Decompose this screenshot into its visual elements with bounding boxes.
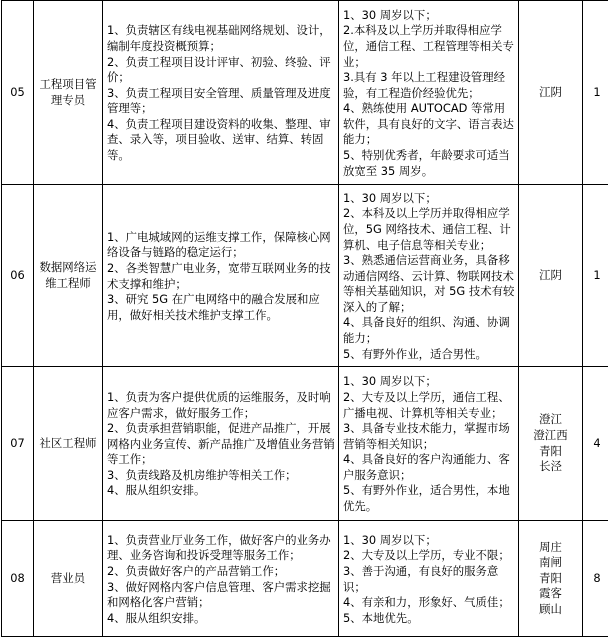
job-duties-cell (103, 185, 339, 367)
duty-line: 4、服从组织安排。 (107, 483, 206, 498)
duty-line: 3、负责工程项目安全管理、质量管理及进度管理等； (107, 85, 331, 116)
location-name: 澄江西 (533, 427, 568, 442)
requirement-line: 4、具备良好的组织、沟通、协调能力； (343, 315, 510, 346)
requirement-line: 1、30 周岁以下； (343, 190, 437, 205)
job-duties-cell (103, 521, 339, 637)
location-name: 江阴 (539, 267, 562, 282)
job-number: 07 (2, 367, 34, 521)
location-name: 长泾 (539, 459, 562, 474)
job-headcount: 8 (583, 521, 608, 637)
job-number: 05 (2, 1, 34, 185)
job-headcount: 4 (583, 367, 608, 521)
location-name: 江阴 (539, 84, 562, 99)
table-row (2, 521, 608, 637)
requirement-line: 1、30 周岁以下； (343, 374, 437, 389)
job-title: 营业员 (34, 521, 103, 637)
requirement-line: 3、善于沟通，有良好的服务意识； (343, 563, 499, 594)
table-row (2, 1, 608, 185)
requirement-line: 5、本地优先。 (343, 610, 419, 625)
requirement-line: 4、具备良好的客户沟通能力、客户服务意识； (343, 452, 510, 482)
job-title: 社区工程师 (34, 367, 103, 521)
duty-line: 3、负责线路及机房维护等相关工作； (107, 467, 297, 482)
duty-line: 3、研究 5G 在广电网络中的融合发展和应用，做好相关技术维护支撑工作。 (107, 292, 320, 322)
requirement-line: 4、有亲和力，形象好、气质佳； (343, 595, 510, 610)
job-location-cell (519, 1, 583, 185)
location-name: 青阳 (539, 443, 562, 458)
job-number: 08 (2, 521, 34, 637)
job-title: 工程项目管理专员 (34, 1, 103, 185)
job-number: 06 (2, 185, 34, 367)
location-name: 顾山 (539, 601, 562, 616)
job-location-cell (519, 185, 583, 367)
job-title: 数据网络运维工程师 (34, 185, 103, 367)
duty-line: 2、负责工程项目设计评审、初验、终验、评价； (107, 54, 331, 85)
recruitment-table (1, 0, 608, 637)
job-requirements-cell (339, 367, 519, 521)
job-headcount: 1 (583, 1, 608, 185)
duty-line: 1、广电城域网的运维支撑工作，保障核心网络设备与链路的稳定运行； (107, 229, 331, 260)
location-name: 南闸 (539, 555, 562, 570)
requirement-line: 2、大专及以上学历，通信工程、广播电视、计算机等相关专业； (343, 389, 510, 420)
job-location-cell (519, 521, 583, 637)
job-duties-cell (103, 367, 339, 521)
job-headcount: 1 (583, 185, 608, 367)
duty-line: 3、做好网格内客户信息管理、客户需求挖掘和网格化客户营销； (107, 579, 331, 610)
duty-line: 1、负责辖区有线电视基础网络规划、设计，编制年度投资概预算； (107, 23, 331, 53)
job-location-cell (519, 367, 583, 521)
requirement-line: 3、具备专业技术能力，掌握市场营销等相关知识； (343, 421, 510, 451)
duty-line: 2、各类智慧广电业务，宽带互联网业务的技术支撑和维护； (107, 260, 331, 291)
job-duties-cell (103, 1, 339, 185)
job-requirements-cell (339, 185, 519, 367)
duty-line: 4、负责工程项目建设资料的收集、整理、审查、录入等，项目验收、送审、结算、转固等。 (107, 116, 331, 163)
location-name: 青阳 (539, 570, 562, 585)
requirement-line: 2.本科及以上学历并取得相应学位，通信工程、工程管理等相关专业； (343, 23, 514, 69)
requirement-line: 2、大专及以上学历，专业不限； (343, 548, 510, 563)
requirement-line: 5、有野外作业，适合男性。 (343, 346, 487, 361)
requirement-line: 3.具有 3 年以上工程建设管理经验，有工程造价经验优先； (343, 70, 506, 100)
duty-line: 4、服从组织安排。 (107, 610, 206, 625)
duty-line: 2、负责做好客户的产品营销工作； (107, 563, 286, 578)
requirement-line: 5、有野外作业，适合男性，本地优先。 (343, 483, 510, 514)
requirement-line: 2、本科及以上学历并取得相应学位，5G 网络技术、通信工程、计算机、电子信息等相关专业； (343, 206, 511, 252)
requirement-line: 1、30 周岁以下； (343, 7, 437, 22)
table-row (2, 367, 608, 521)
requirement-line: 3、熟悉通信运营商业务，具备移动通信网络、云计算、物联网技术等相关基础知识，对 5G 技术有较深入的了解； (343, 253, 515, 314)
table-row (2, 185, 608, 367)
duty-line: 1、负责营业厅业务工作，做好客户的业务办理、业务咨询和投诉受理等服务工作； (107, 532, 331, 563)
requirement-line: 5、特别优秀者，年龄要求可适当放宽至 35 周岁。 (343, 148, 510, 178)
job-requirements-cell (339, 1, 519, 185)
location-name: 周庄 (539, 539, 562, 554)
location-name: 霞客 (539, 586, 562, 601)
requirement-line: 4、熟练使用 AUTOCAD 等常用软件，具有良好的文字、语言表达能力； (343, 101, 514, 147)
job-requirements-cell (339, 521, 519, 637)
duty-line: 1、负责为客户提供优质的运维服务，及时响应客户需求，做好服务工作； (107, 389, 331, 420)
requirement-line: 1、30 周岁以下； (343, 532, 437, 547)
location-name: 澄江 (539, 412, 562, 427)
duty-line: 2、负责承担营销职能，促进产品推广，开展网格内业务宣传、新产品推广及增值业务营销等工作； (107, 421, 335, 467)
